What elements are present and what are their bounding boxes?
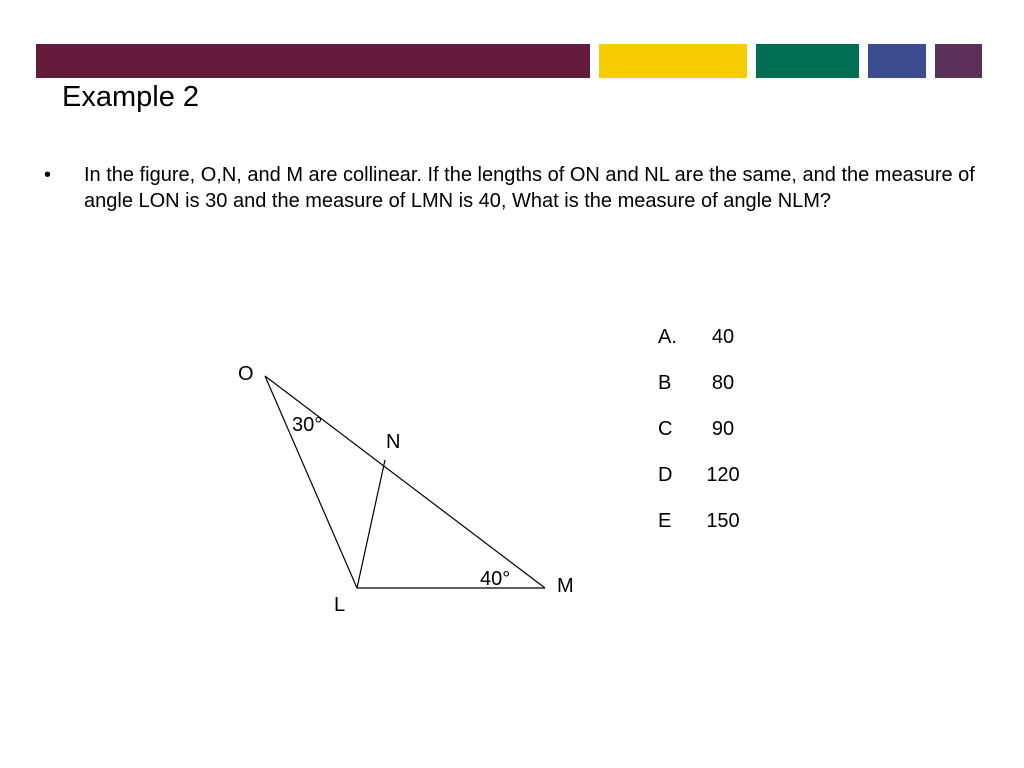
answer-value: 120 [706, 464, 740, 486]
answer-value: 90 [711, 418, 735, 440]
answer-letter: E [658, 510, 672, 532]
point-label-l: L [334, 594, 346, 616]
answer-letter: D [658, 464, 673, 486]
bullet-icon: • [44, 164, 52, 186]
answer-letter: B [658, 372, 672, 394]
slide-title: Example 2 [62, 81, 200, 113]
segment-ol [265, 376, 357, 588]
segment-om [265, 376, 545, 588]
angle-label-o: 30° [292, 414, 323, 436]
answer-choice-c [658, 414, 768, 460]
segment-ln [357, 460, 385, 588]
answer-value: 80 [711, 372, 735, 394]
question-text: In the figure, O,N, and M are collinear. If the lengths of ON and NL are the same, and the measure of angle LON is 30 and the measure of LMN is 40, What is the measure of angle NLM? [84, 164, 975, 212]
answer-choice-d [658, 460, 768, 506]
answer-letter: A. [658, 326, 677, 348]
point-label-n: N [386, 431, 401, 453]
answer-letter: C [658, 418, 673, 440]
point-label-o: O [238, 363, 254, 385]
answer-choices [658, 322, 768, 552]
answer-choice-a [658, 322, 768, 368]
answer-value: 40 [711, 326, 735, 348]
angle-label-m: 40° [480, 568, 511, 590]
answer-value: 150 [706, 510, 740, 532]
answer-choice-e [658, 506, 768, 552]
point-label-m: M [557, 575, 574, 597]
answer-choice-b [658, 368, 768, 414]
